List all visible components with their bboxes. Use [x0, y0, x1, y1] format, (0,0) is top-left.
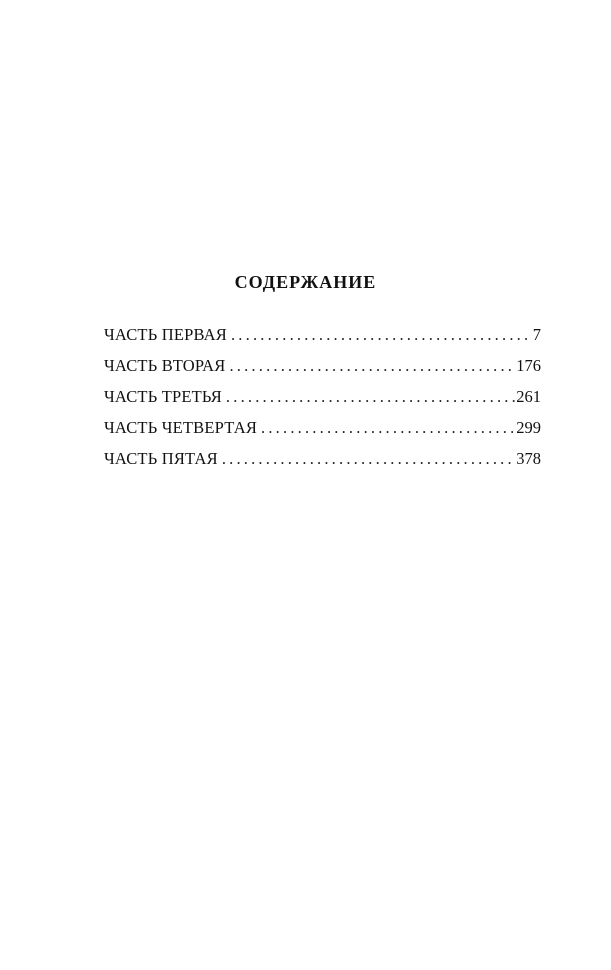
toc-entry-page-number: 7 — [532, 325, 541, 344]
dot-leader — [229, 354, 515, 378]
table-of-contents — [104, 323, 541, 478]
dot-leader — [261, 416, 515, 440]
dot-leader — [226, 385, 515, 409]
toc-entry-page-number: 299 — [516, 418, 541, 437]
toc-entry-part-2 — [104, 354, 541, 385]
toc-entry-part-5 — [104, 447, 541, 478]
toc-entry-part-4 — [104, 416, 541, 447]
toc-entry-page-number: 378 — [516, 449, 541, 468]
toc-entry-part-1 — [104, 323, 541, 354]
dot-leader — [231, 323, 532, 347]
toc-entry-page-number: 261 — [516, 387, 541, 406]
toc-entry-page-number: 176 — [516, 356, 541, 375]
toc-entry-label: ЧАСТЬ ПЯТАЯ — [104, 449, 218, 468]
toc-entry-label: ЧАСТЬ ЧЕТВЕРТАЯ — [104, 418, 258, 437]
toc-title: СОДЕРЖАНИЕ — [234, 272, 377, 292]
toc-entry-label: ЧАСТЬ ПЕРВАЯ — [104, 325, 227, 344]
toc-entry-label: ЧАСТЬ ВТОРАЯ — [104, 356, 226, 375]
dot-leader — [222, 447, 515, 471]
toc-entry-label: ЧАСТЬ ТРЕТЬЯ — [104, 387, 222, 406]
toc-entry-part-3 — [104, 385, 541, 416]
